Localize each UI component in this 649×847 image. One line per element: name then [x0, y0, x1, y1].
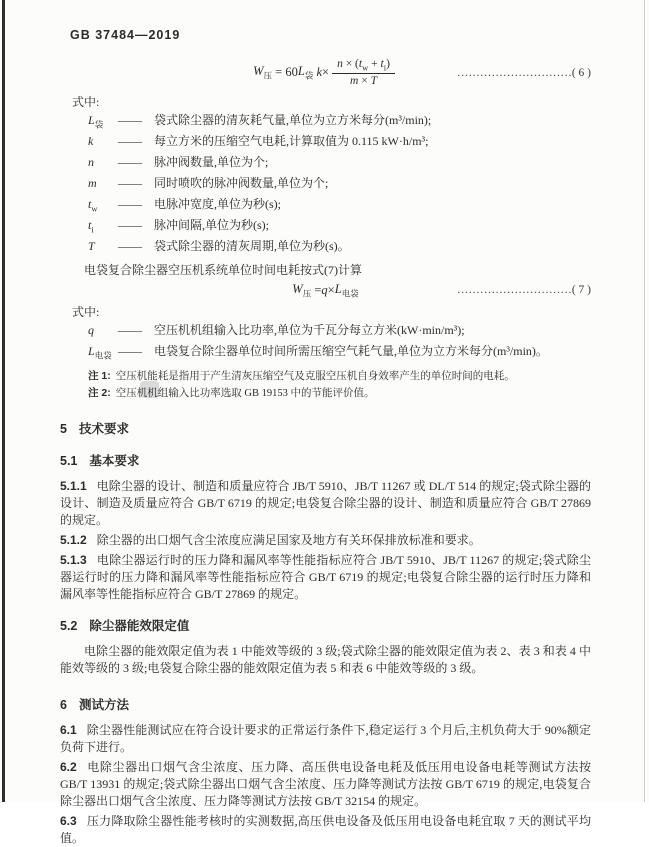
definition-text: 每立方米的压缩空气电耗,计算取值为 0.115 kW·h/m³; — [154, 134, 429, 149]
math-symbol-q: q — [321, 282, 328, 297]
section-number: 5.2 — [60, 618, 78, 633]
clause-number: 5.1.2 — [60, 532, 87, 547]
clause-text: 除尘器性能测试应在符合设计要求的正常运行条件下,稳定运行 3 个月后,主机负荷大于 90%额定负荷下进行。 — [60, 722, 591, 754]
scan-right-edge — [644, 0, 645, 802]
section-title: 技术要求 — [78, 421, 129, 436]
definition-dash: —— — [118, 134, 142, 149]
definition-symbol: T — [88, 238, 95, 253]
math-symbol-ti: $t_i$ — [380, 58, 387, 73]
definition-dash: —— — [118, 238, 142, 253]
section-title: 测试方法 — [78, 697, 129, 712]
symbol-sub: i — [91, 224, 94, 235]
math-times: × — [322, 65, 330, 80]
clause-number: 6.2 — [60, 759, 77, 774]
scan-left-edge — [2, 0, 5, 802]
definition-dash: —— — [118, 323, 142, 338]
note-label: 注 1: — [88, 369, 111, 382]
clause-5-1-2 — [60, 532, 591, 549]
leader-dots: ………………………… — [456, 284, 572, 297]
clause-6-2 — [60, 759, 591, 810]
where-label: 式中: — [72, 95, 100, 110]
clause-5-2-body: 电除尘器的能效限定值为表 1 中能效等级的 3 级;袋式除尘器的能效限定值为表 2、表 3 和表 4 中能效等级的 3 级;电袋复合除尘器的能效限定值为表 5 和表 6 中能效等级的 3 级。 — [60, 643, 591, 675]
section-title: 基本要求 — [89, 453, 140, 468]
clause-text: 电除尘器的设计、制造和质量应符合 JB/T 5910、JB/T 11267 或 DL/T 514 的规定;袋式除尘器的设计、制造及质量应符合 GB/T 6719 的规定;电袋复合除尘器的设计、制造和质量应符合 GB/T 27869 的规定。 — [60, 478, 591, 527]
page-content — [60, 0, 591, 847]
math-sub: 袋 — [304, 70, 314, 81]
definition-row — [88, 112, 591, 133]
math-sub: 压 — [263, 70, 273, 81]
math-symbol-W: $W_压$ — [253, 63, 273, 81]
section-number: 6 — [60, 697, 67, 712]
note-2 — [88, 386, 591, 401]
definition-dash: —— — [118, 155, 142, 170]
math-symbol-W: $W_压$ — [292, 281, 312, 299]
definition-dash: —— — [118, 343, 142, 358]
symbol-sub: 袋 — [94, 119, 104, 130]
definition-dash: —— — [118, 217, 142, 232]
math-operator: + — [368, 58, 381, 70]
clause-number: 6.1 — [60, 722, 77, 737]
definition-text: 脉冲间隔,单位为秒(s); — [154, 217, 269, 232]
formula-number: ( 6 ) — [571, 66, 591, 79]
definition-dash: —— — [118, 113, 142, 128]
definition-text: 空压机机组输入比功率,单位为千瓦分每立方米(kW·min/m³); — [154, 323, 465, 338]
definition-row — [88, 217, 591, 238]
definition-symbol: n — [88, 155, 94, 170]
section-number: 5.1 — [60, 453, 78, 468]
math-symbol-m: m — [350, 75, 359, 88]
formula-6 — [60, 58, 591, 87]
clause-number: 5.1.1 — [60, 478, 87, 493]
math-symbol-n: n — [337, 58, 343, 70]
note-text: 空压机能耗是指用于产生清灰压缩空气及克服空压机自身效率产生的单位时间的电耗。 — [115, 370, 515, 382]
definition-row — [88, 133, 591, 154]
definition-text: 袋式除尘器的清灰耗气量,单位为立方米每分(m³/min); — [154, 113, 432, 128]
definition-text: 电脉冲宽度,单位为秒(s); — [154, 196, 281, 211]
formula-6-reference — [457, 67, 591, 79]
definition-text: 袋式除尘器的清灰周期,单位为秒(s)。 — [154, 238, 350, 253]
section-5-heading — [60, 421, 591, 438]
math-symbol-L: $L_袋$ — [297, 63, 314, 81]
math-symbol-k: k — [316, 65, 322, 80]
definition-row — [88, 238, 591, 259]
math-operator: = 60 — [275, 65, 298, 80]
clause-text: 压力降取除尘器性能考核时的实测数据,高压供电设备及低压用电设备电耗宜取 7 天的测试平均值。 — [60, 813, 591, 845]
math-symbol-tw: $t_w$ — [358, 58, 369, 73]
section-number: 5 — [60, 421, 67, 436]
definition-symbol: $L_{电袋}$ — [88, 343, 112, 361]
definition-text: 脉冲阀数量,单位为个; — [154, 155, 269, 170]
definition-symbol: $t_w$ — [88, 196, 98, 214]
note-text: 空压机机组输入比功率选取 GB 19153 中的节能评价值。 — [115, 387, 375, 399]
definition-row — [88, 322, 591, 343]
math-sub: 电袋 — [341, 288, 359, 299]
definition-symbol: q — [88, 323, 94, 338]
definition-row — [88, 154, 591, 175]
definition-symbol: $L_袋$ — [88, 113, 104, 130]
math-operator: ) — [386, 58, 390, 70]
clause-6-3 — [60, 813, 591, 847]
fraction-denominator — [350, 74, 377, 87]
formula-7-intro: 电袋复合除尘器空压机系统单位时间电耗按式(7)计算 — [84, 262, 362, 277]
definition-row — [88, 175, 591, 196]
note-label: 注 2: — [88, 386, 111, 399]
clause-number: 5.1.3 — [60, 552, 87, 567]
math-fraction — [332, 58, 395, 87]
clause-text: 电除尘器出口烟气含尘浓度、压力降、高压供电设备电耗及低压用电设备电耗等测试方法按 GB/T 13931 的规定;袋式除尘器出口烟气含尘浓度、压力降等测试方法按 GB/T 6719 的规定,电袋复合除尘器出口烟气含尘浓度、压力降等测试方法按 GB/T 32154 的规定。 — [60, 759, 591, 808]
symbol-sub: w — [91, 203, 98, 214]
where-label: 式中: — [72, 305, 100, 320]
math-symbol-L: $L_{电袋}$ — [334, 281, 359, 299]
clause-text: 除尘器的出口烟气含尘浓度应满足国家及地方有关环保排放标准和要求。 — [96, 532, 481, 547]
section-6-heading — [60, 697, 591, 714]
section-5-2-heading — [60, 618, 591, 635]
definition-symbol: $t_i$ — [88, 217, 94, 235]
symbol-sub: 电袋 — [94, 350, 112, 361]
definition-symbol: k — [88, 134, 94, 149]
clause-number: 6.3 — [60, 813, 77, 828]
fraction-numerator — [332, 58, 395, 74]
formula-7 — [60, 282, 591, 300]
math-times: × — [327, 282, 335, 297]
section-title: 除尘器能效限定值 — [89, 618, 190, 633]
math-sub: 压 — [302, 288, 312, 299]
note-1 — [88, 369, 591, 384]
leader-dots: ………………………… — [456, 66, 572, 79]
math-operator: = — [314, 282, 322, 297]
definition-dash: —— — [118, 196, 142, 211]
math-operator: × ( — [342, 58, 359, 70]
formula-7-reference — [457, 284, 591, 296]
section-5-1-heading — [60, 453, 591, 470]
definition-symbol: m — [88, 175, 97, 190]
math-sub: w — [362, 62, 369, 73]
formula-number: ( 7 ) — [571, 284, 591, 297]
definition-dash: —— — [118, 175, 142, 190]
definition-text: 电袋复合除尘器单位时间所需压缩空气耗气量,单位为立方米每分(m³/min)。 — [154, 343, 548, 358]
math-sub: i — [383, 62, 387, 73]
definition-row — [88, 196, 591, 217]
clause-6-1 — [60, 722, 591, 756]
clause-5-1-1 — [60, 478, 591, 529]
definition-row — [88, 343, 591, 364]
document-number-header: GB 37484—2019 — [70, 28, 181, 42]
clause-5-1-3 — [60, 552, 591, 603]
math-symbol-T: T — [370, 75, 377, 88]
math-operator: × — [358, 75, 371, 88]
clause-text: 电除尘器运行时的压力降和漏风率等性能指标应符合 JB/T 5910、JB/T 11267 的规定;袋式除尘器运行时的压力降和漏风率等性能指标应符合 GB/T 6719 的规定;电袋复合除尘器的运行时压力降和漏风率等性能指标应符合 GB/T 27869 的规定。 — [60, 552, 591, 601]
definition-text: 同时喷吹的脉冲阀数量,单位为个; — [154, 175, 329, 190]
